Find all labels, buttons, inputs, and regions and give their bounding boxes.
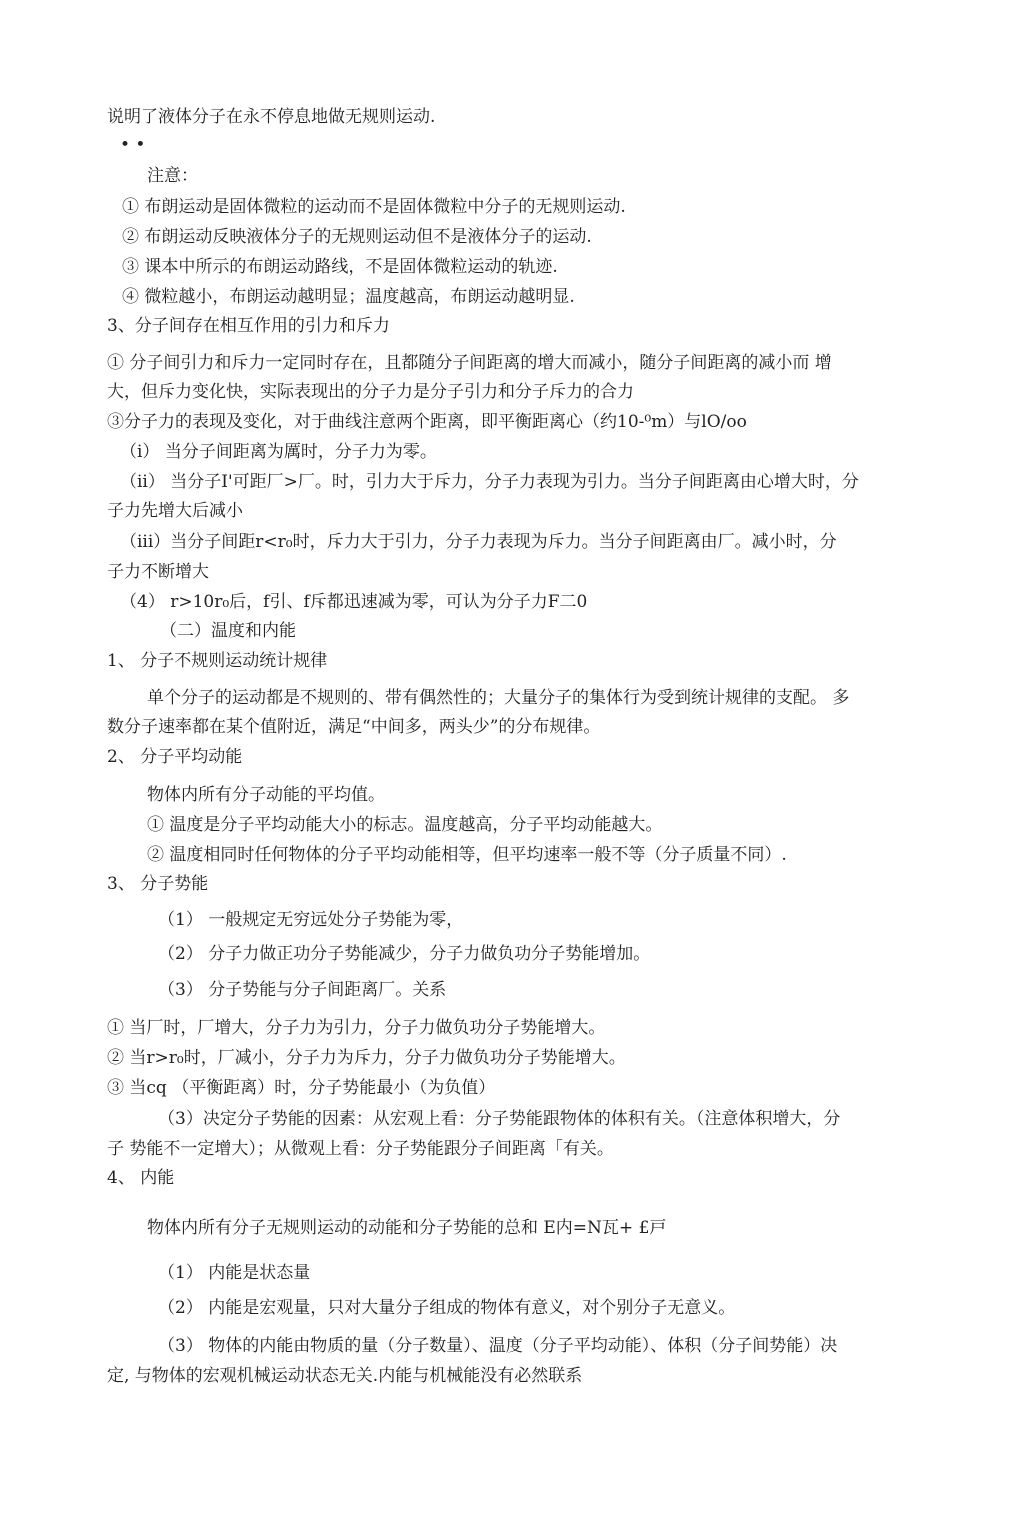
note-item: ④ 微粒越小，布朗运动越明显；温度越高，布朗运动越明显. <box>122 287 575 307</box>
text-line: （ii） 当分子I'可距厂>厂。时，引力大于斥力，分子力表现为引力。当分子间距离由心增大时，分 <box>120 472 859 492</box>
text-line: 定, 与物体的宏观机械运动状态无关.内能与机械能没有必然联系 <box>107 1366 583 1386</box>
bullet-marks: • • <box>120 135 146 155</box>
section-heading: 2、 分子平均动能 <box>107 747 243 767</box>
text-line: 说明了液体分子在永不停息地做无规则运动. <box>107 107 436 127</box>
text-line: ③ 当cq （平衡距离）时，分子势能最小（为负值） <box>107 1078 496 1098</box>
text-line: ① 当厂时，厂增大，分子力为引力，分子力做负功分子势能增大。 <box>107 1018 606 1038</box>
section-heading: 3、分子间存在相互作用的引力和斥力 <box>107 316 390 336</box>
text-line: （1） 内能是状态量 <box>158 1263 311 1283</box>
text-line: （3） 分子势能与分子间距离厂。关系 <box>158 980 447 1000</box>
text-line: （2） 分子力做正功分子势能减少，分子力做负功分子势能增加。 <box>158 944 651 964</box>
text-line: ① 分子间引力和斥力一定同时存在，且都随分子间距离的增大而减小，随分子间距离的减小而 增 <box>107 353 832 373</box>
note-heading: 注意： <box>147 166 198 186</box>
text-line: （4） r>10r₀后，f引、f斥都迅速减为零，可认为分子力F二0 <box>120 592 588 612</box>
note-item: ① 布朗运动是固体微粒的运动而不是固体微粒中分子的无规则运动. <box>122 197 626 217</box>
text-line: 子 势能不一定增大）；从微观上看：分子势能跟分子间距离「有关。 <box>107 1139 614 1159</box>
text-line: ② 温度相同时任何物体的分子平均动能相等，但平均速率一般不等（分子质量不同）. <box>147 845 787 865</box>
text-line: （iii）当分子间距r<r₀时，斥力大于引力，分子力表现为斥力。当分子间距离由厂。减小时，分 <box>120 532 837 552</box>
section-heading: 1、 分子不规则运动统计规律 <box>107 651 328 671</box>
text-line: （2） 内能是宏观量，只对大量分子组成的物体有意义，对个别分子无意义。 <box>158 1298 736 1318</box>
text-line: （1） 一般规定无穷远处分子势能为零， <box>158 910 464 930</box>
subsection-heading: （二）温度和内能 <box>160 621 296 641</box>
text-line: 大，但斥力变化快，实际表现出的分子力是分子引力和分子斥力的合力 <box>107 382 634 402</box>
note-item: ② 布朗运动反映液体分子的无规则运动但不是液体分子的运动. <box>122 227 592 247</box>
text-line: （3） 物体的内能由物质的量（分子数量）、温度（分子平均动能）、体积（分子间势能）决 <box>158 1336 838 1356</box>
text-line: ② 当r>r₀时，厂减小，分子力为斥力，分子力做负功分子势能增大。 <box>107 1048 626 1068</box>
text-line: 物体内所有分子动能的平均值。 <box>147 785 385 805</box>
text-line: ① 温度是分子平均动能大小的标志。温度越高，分子平均动能越大。 <box>147 815 663 835</box>
note-item: ③ 课本中所示的布朗运动路线，不是固体微粒运动的轨迹. <box>122 257 558 277</box>
text-line: 子力先增大后减小 <box>107 501 243 521</box>
text-line: （i） 当分子间距离为厲时，分子力为零。 <box>120 442 437 462</box>
text-line: 子力不断增大 <box>107 562 209 582</box>
section-heading: 3、 分子势能 <box>107 874 209 894</box>
text-line: 单个分子的运动都是不规则的、带有偶然性的；大量分子的集体行为受到统计规律的支配。 多 <box>147 688 850 708</box>
text-line: 数分子速率都在某个值附近，满足“中间多，两头少”的分布规律。 <box>107 717 601 737</box>
section-heading: 4、 内能 <box>107 1168 175 1188</box>
text-line: 物体内所有分子无规则运动的动能和分子势能的总和 E内=N瓦+ £戸 <box>147 1218 667 1238</box>
text-line: （3）决定分子势能的因素：从宏观上看：分子势能跟物体的体积有关。（注意体积增大，分 <box>158 1109 841 1129</box>
text-line: ③分子力的表现及变化，对于曲线注意两个距离，即平衡距离心（约10-⁰m）与lO/oo <box>107 412 747 432</box>
